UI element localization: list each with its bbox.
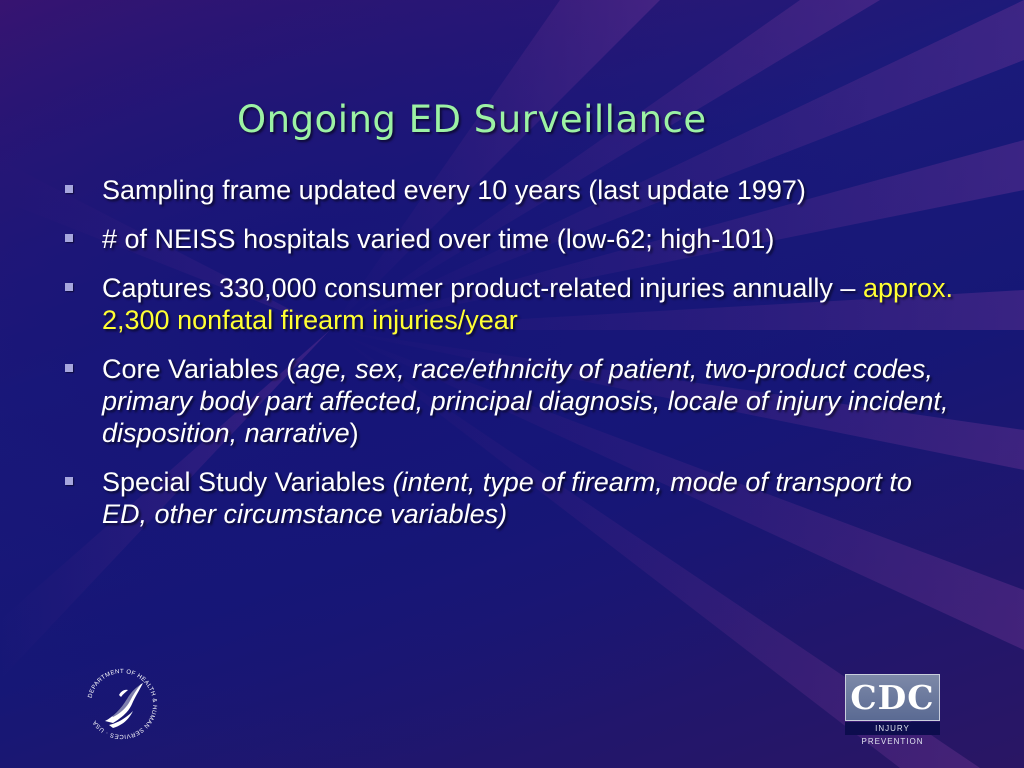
slide-title: Ongoing ED Surveillance [237, 98, 707, 141]
cdc-logo-tagline: INJURY PREVENTION [845, 722, 940, 735]
bullet-square-icon [65, 477, 73, 485]
bullet-square-icon [65, 364, 73, 372]
bullet-list [60, 174, 960, 547]
bullet-text: Sampling frame updated every 10 years (last update 1997) [102, 175, 806, 205]
bullet-italic-text: age, sex, race/ethnicity of patient, two-product codes, primary body part affected, principal diagnosis, locale of injury incident, disposition, narrative [102, 354, 949, 448]
hhs-eagle-icon [83, 665, 161, 743]
bullet-text: # of NEISS hospitals varied over time (low-62; high-101) [102, 224, 775, 254]
bullet-sampling-frame [60, 174, 960, 206]
bullet-square-icon [65, 234, 73, 242]
hhs-seal-text: DEPARTMENT OF HEALTH & HUMAN SERVICES · USA [87, 668, 158, 740]
cdc-logo-text: CDC [845, 674, 940, 721]
bullet-square-icon [65, 185, 73, 193]
bullet-text: Special Study Variables [102, 467, 393, 497]
svg-text:DEPARTMENT OF HEALTH & HUMAN S [88, 669, 157, 739]
bullet-neiss-hospitals [60, 223, 960, 255]
cdc-logo [845, 674, 940, 746]
bullet-text: Core Variables ( [102, 354, 296, 384]
bullet-special-study-variables [60, 466, 960, 530]
bullet-core-variables [60, 353, 960, 449]
bullet-text-end: ) [349, 418, 359, 448]
bullet-captures-injuries [60, 272, 960, 336]
bullet-italic-text: (intent, type of firearm, mode of transport to ED, other circumstance variables) [102, 467, 912, 529]
bullet-square-icon [65, 283, 73, 291]
bullet-text: Captures 330,000 consumer product-related injuries annually – [102, 273, 863, 303]
bullet-highlight-text: approx. 2,300 nonfatal firearm injuries/year [102, 273, 954, 335]
